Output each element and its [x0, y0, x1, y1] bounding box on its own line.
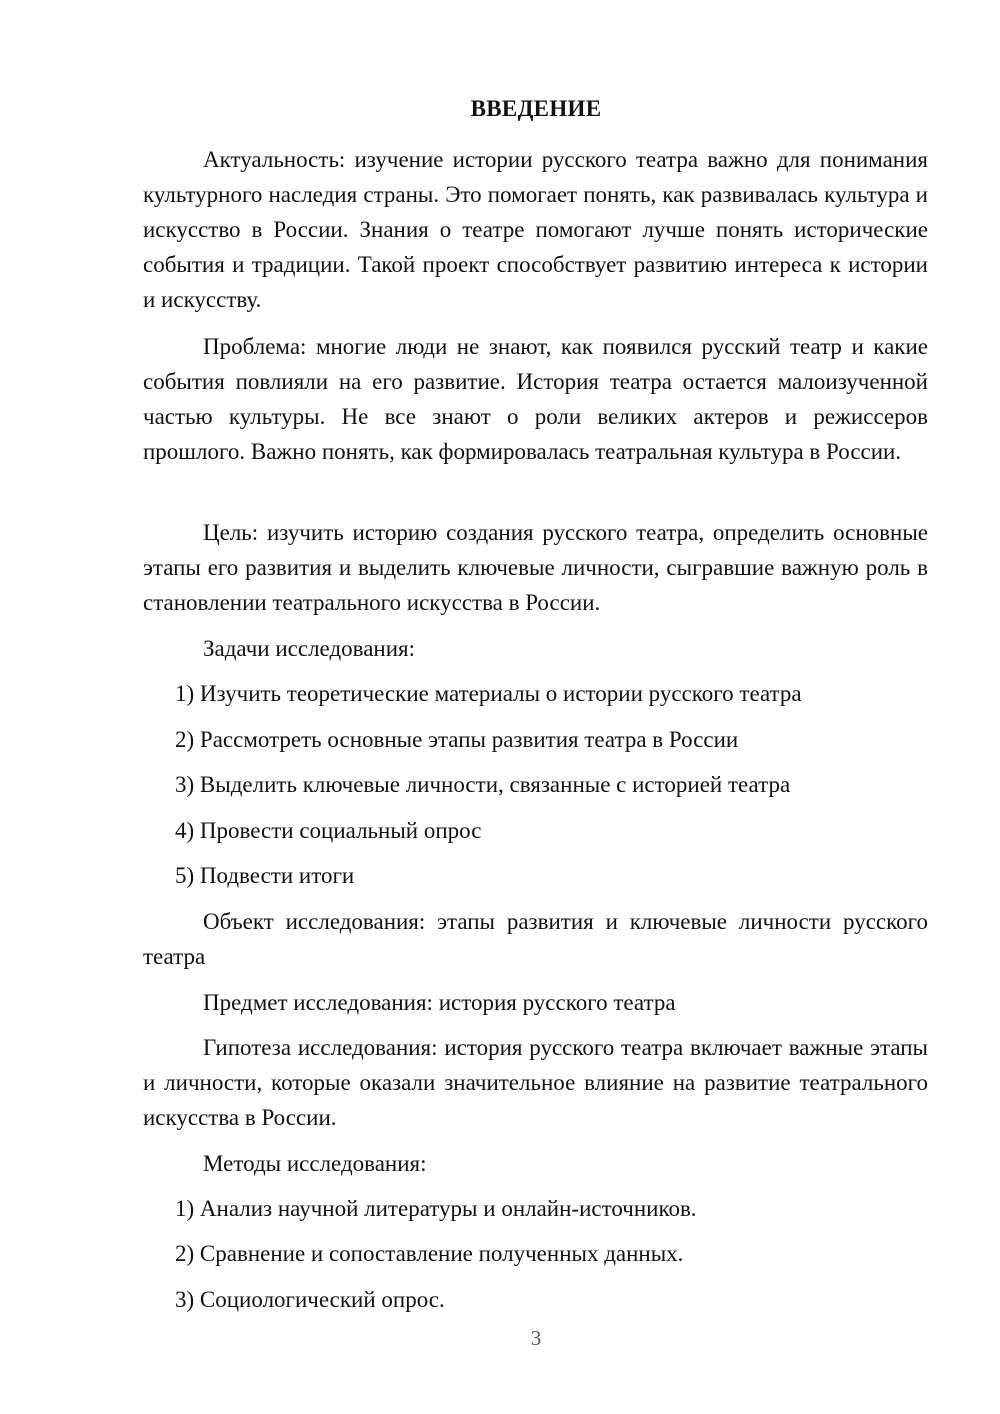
method-item: 3) Социологический опрос.: [175, 1287, 445, 1312]
hypothesis-paragraph: Гипотеза исследования: история русского театра включает важные этапы и личности, которые оказали значительное влияние на развитие театрального искусства в России.: [143, 1035, 928, 1130]
tasks-heading: Задачи исследования:: [203, 636, 416, 661]
task-item: 2) Рассмотреть основные этапы развития театра в России: [175, 727, 739, 752]
relevance-paragraph: Актуальность: изучение истории русского театра важно для понимания культурного наследия страны. Это помогает понять, как развивалась культура и искусство в России. Знания о театре помогают лучше понять исторические события и традиции. Такой проект способствует развитию интереса к истории и искусству.: [143, 147, 928, 312]
task-item: 5) Подвести итоги: [175, 863, 355, 888]
methods-heading: Методы исследования:: [203, 1151, 427, 1176]
subject-paragraph: Предмет исследования: история русского театра: [203, 990, 676, 1015]
method-item: 2) Сравнение и сопоставление полученных данных.: [175, 1241, 684, 1266]
task-item: 3) Выделить ключевые личности, связанные с историей театра: [175, 772, 791, 797]
method-item: 1) Анализ научной литературы и онлайн-источников.: [175, 1196, 697, 1221]
goal-paragraph: Цель: изучить историю создания русского театра, определить основные этапы его развития и выделить ключевые личности, сыгравшие важную роль в становлении театрального искусства в России.: [143, 520, 928, 615]
task-item: 1) Изучить теоретические материалы о истории русского театра: [175, 681, 802, 706]
section-title: ВВЕДЕНИЕ: [470, 96, 602, 121]
task-item: 4) Провести социальный опрос: [175, 818, 482, 843]
problem-paragraph: Проблема: многие люди не знают, как появился русский театр и какие события повлияли на его развитие. История театра остается малоизученной частью культуры. Не все знают о роли великих актеров и режиссеров прошлого. Важно понять, как формировалась театральная культура в России.: [143, 334, 928, 464]
page-number: 3: [530, 1326, 542, 1350]
object-paragraph: Объект исследования: этапы развития и ключевые личности русского театра: [143, 909, 928, 969]
